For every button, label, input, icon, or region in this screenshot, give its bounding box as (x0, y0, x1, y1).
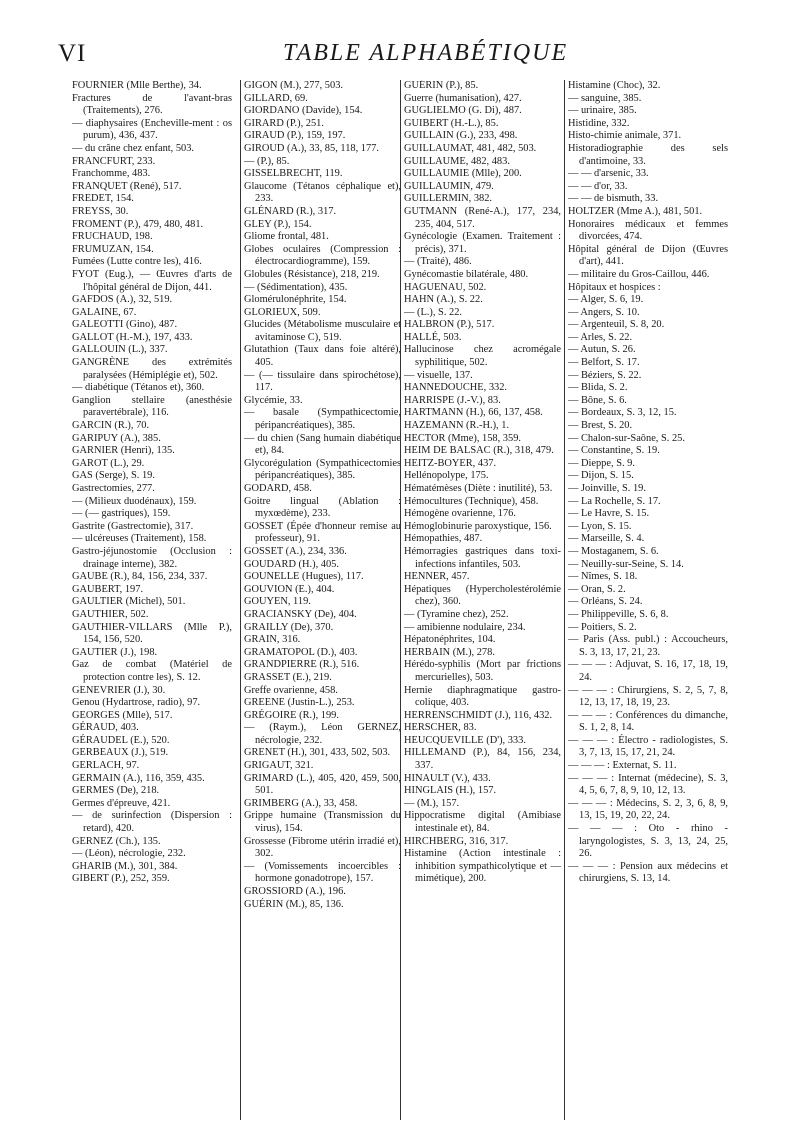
index-entry: — (Sédimentation), 435. (244, 281, 348, 293)
index-entry: — (P.), 85. (244, 155, 290, 167)
index-entry: — Poitiers, S. 2. (568, 621, 637, 633)
index-entry: — — — : Chirurgiens, S. 2, 5, 7, 8, 12, 13, 17, 18, 19, 23. (568, 684, 728, 709)
index-entry: Hippocratisme digital (Amibiase intestinale et), 84. (404, 810, 561, 835)
index-entry: GERMAIN (A.), 116, 359, 435. (72, 772, 205, 784)
index-entry: Hernie diaphragmatique gastro-colique, 403. (404, 684, 561, 709)
index-entry: Fractures de l'avant-bras (Traitements), 276. (72, 92, 232, 117)
index-entry: GERNEZ (Ch.), 135. (72, 835, 161, 847)
index-entry: HINGLAIS (H.), 157. (404, 785, 497, 797)
page-number: VI (58, 40, 87, 67)
index-entry: GRACIANSKY (De), 404. (244, 608, 357, 620)
index-entry: FRUMUZAN, 154. (72, 243, 154, 255)
index-entry: HAHN (A.), S. 22. (404, 294, 483, 306)
index-entry: HERBAIN (M.), 278. (404, 646, 495, 658)
index-entry: — Chalon-sur-Saône, S. 25. (568, 432, 685, 444)
index-entry: Histamine (Choc), 32. (568, 80, 661, 91)
index-entry: Historadiographie des sels d'antimoine, 33. (568, 142, 728, 167)
index-entry: Gynécologie (Examen. Traitement : précis), 371. (404, 231, 561, 255)
index-entry: — (L.), S. 22. (404, 306, 463, 318)
index-entry: Hématémèses (Diète : inutilité), 53. (404, 483, 553, 494)
index-entry: — de surinfection (Dispersion : retard), 420. (72, 810, 232, 835)
index-entry: HENNER, 457. (404, 571, 470, 583)
index-entry: GAROT (L.), 29. (72, 457, 145, 469)
index-entry: GERMES (De), 218. (72, 785, 160, 797)
index-entry: Hémorragies gastriques dans toxi-infections infantiles, 503. (404, 545, 561, 570)
index-entry: HARTMANN (H.), 66, 137, 458. (404, 407, 543, 419)
index-entry: GUILLERMIN, 382. (404, 193, 493, 205)
index-entry: GUILLAUMIN, 479. (404, 180, 494, 192)
index-entry: GRAILLY (De), 370. (244, 621, 334, 633)
index-entry: — basale (Sympathicectomie, péripancréatiques), 385. (244, 407, 401, 432)
index-entry: GUGLIELMO (G. Di), 487. (404, 105, 522, 117)
index-entry: GUILLAUMIE (Mlle), 200. (404, 168, 522, 180)
index-entry: FREYSS, 30. (72, 205, 129, 217)
index-entry: — Alger, S. 6, 19. (568, 294, 644, 306)
index-entry: HEITZ-BOYER, 437. (404, 457, 497, 469)
index-entry: Hôpital général de Dijon (Œuvres d'art), 441. (568, 243, 728, 268)
index-entry: Glaucome (Tétanos céphalique et), 233. (244, 180, 401, 205)
index-entry: — Mostaganem, S. 6. (568, 545, 659, 557)
index-entry: — Marseille, S. 4. (568, 533, 645, 545)
index-entry: GOUYEN, 119. (244, 596, 311, 608)
index-entry: Grossesse (Fibrome utérin irradié et), 302. (244, 835, 401, 860)
index-entry: FOURNIER (Mlle Berthe), 34. (72, 80, 202, 91)
index-entry: Glutathion (Taux dans foie altéré), 405. (244, 344, 401, 369)
index-entry: Glucides (Métabolisme musculaire et avitaminose C), 519. (244, 319, 401, 343)
index-entry: Hémoglobinurie paroxystique, 156. (404, 520, 552, 532)
index-entry: GAUTIER (J.), 198. (72, 646, 158, 658)
index-entry: GIRAUD (P.), 159, 197. (244, 130, 346, 142)
index-entry: — (M.), 157. (404, 797, 460, 809)
index-entry: Gastro-jéjunostomie (Occlusion : drainage interne), 382. (72, 545, 232, 570)
index-entry: Grippe humaine (Transmission du virus), 154. (244, 810, 401, 835)
index-entry: GALAINE, 67. (72, 306, 137, 318)
index-entry: — Autun, S. 26. (568, 344, 636, 356)
index-entry: HOLTZER (Mme A.), 481, 501. (568, 205, 703, 217)
index-entry: — — d'arsenic, 33. (568, 168, 649, 180)
index-entry: HIRCHBERG, 316, 317. (404, 835, 509, 847)
index-entry: — Angers, S. 10. (568, 306, 640, 318)
index-entry: — Philippeville, S. 6, 8. (568, 608, 669, 620)
index-entry: — sanguine, 385. (568, 92, 642, 104)
index-entry: — — — : Électro - radiologistes, S. 3, 7, 13, 15, 17, 21, 24. (568, 734, 728, 759)
index-entry: Franchomme, 483. (72, 168, 151, 180)
index-entry: GIROUD (A.), 33, 85, 118, 177. (244, 142, 379, 154)
index-entry: GERLACH, 97. (72, 760, 140, 772)
index-entry: FRUCHAUD, 198. (72, 231, 153, 243)
index-entry: — visuelle, 137. (404, 369, 473, 381)
index-entry: Globules (Résistance), 218, 219. (244, 268, 380, 280)
index-entry: — Belfort, S. 17. (568, 357, 640, 369)
index-entry: — du crâne chez enfant, 503. (72, 142, 195, 154)
index-entry: Hérédo-syphilis (Mort par frictions mercurielles), 503. (404, 659, 561, 683)
index-entry: GAULTIER (Michel), 501. (72, 596, 186, 608)
index-entry: — — — : Conférences du dimanche, S. 1, 2, 8, 14. (568, 709, 728, 734)
index-entry: GERBEAUX (J.), 519. (72, 747, 169, 759)
index-entry: GLEY (P.), 154. (244, 218, 312, 230)
index-entry: GHARIB (M.), 301, 384. (72, 860, 178, 872)
index-entry: — La Rochelle, S. 17. (568, 495, 661, 507)
index-entry: Hellénopolype, 175. (404, 470, 489, 482)
index-entry: — militaire du Gros-Caillou, 446. (568, 268, 710, 280)
index-entry: GENEVRIER (J.), 30. (72, 684, 166, 696)
index-entry: Gliome frontal, 481. (244, 231, 329, 243)
index-entry: — diaphysaires (Encheville-ment : os purum), 436, 437. (72, 117, 232, 142)
index-entry: GRANDPIERRE (R.), 516. (244, 659, 360, 671)
index-entry: Gastrite (Gastrectomie), 317. (72, 520, 194, 532)
index-entry: FROMENT (P.), 479, 480, 481. (72, 218, 204, 230)
index-entry: GRIMBERG (A.), 33, 458. (244, 797, 358, 809)
index-entry: — urinaire, 385. (568, 105, 637, 117)
index-entry: GOSSET (Épée d'honneur remise au professeur), 91. (244, 520, 401, 545)
index-entry: Hépatonéphrites, 104. (404, 634, 496, 646)
index-entry: GRAMATOPOL (D.), 403. (244, 646, 358, 658)
index-entry: — Joinville, S. 19. (568, 483, 646, 494)
index-entry: GROSSIORD (A.), 196. (244, 886, 346, 897)
index-entry: GARCIN (R.), 70. (72, 420, 150, 432)
index-entry: GOUDARD (H.), 405. (244, 558, 339, 570)
index-entry: Hémogène ovarienne, 176. (404, 508, 516, 520)
index-entry: — Brest, S. 20. (568, 420, 633, 432)
page-header (58, 40, 758, 74)
index-entry: — (Tyramine chez), 252. (404, 608, 509, 620)
index-column-2 (240, 80, 401, 1120)
index-entry: — Bône, S. 6. (568, 394, 627, 406)
index-entry: HERSCHER, 83. (404, 722, 477, 734)
index-entry: GOSSET (A.), 234, 336. (244, 545, 347, 557)
index-entry: GAUBERT, 197. (72, 583, 144, 595)
index-entry: GUIBERT (H.-L.), 85. (404, 117, 499, 129)
index-entry: Globes oculaires (Compression : électrocardiogramme), 159. (244, 243, 401, 268)
index-entry: GAS (Serge), S. 19. (72, 470, 155, 482)
index-entry: GAUTHIER, 502. (72, 608, 149, 620)
index-entry: GUTMANN (René-A.), 177, 234, 235, 404, 517. (404, 205, 561, 230)
index-entry: — du chien (Sang humain diabétique et), 84. (244, 432, 401, 457)
index-column-1 (72, 80, 232, 1120)
index-entry: — Paris (Ass. publ.) : Accoucheurs, S. 3, 13, 17, 21, 23. (568, 634, 728, 658)
index-entry: HANNEDOUCHE, 332. (404, 382, 508, 394)
index-entry: Fumées (Lutte contre les), 416. (72, 256, 202, 268)
index-entry: GISSELBRECHT, 119. (244, 168, 343, 180)
index-entry: Goitre lingual (Ablation : myxœdème), 233. (244, 495, 401, 520)
index-entry: — amibienne nodulaire, 234. (404, 621, 526, 633)
index-entry: — Dieppe, S. 9. (568, 457, 635, 469)
index-entry: GLÉNARD (R.), 317. (244, 205, 337, 217)
index-entry: Greffe ovarienne, 458. (244, 684, 338, 696)
index-entry: Histamine (Action intestinale : inhibition sympathicolytique et — mimétique), 200. (404, 848, 561, 885)
index-entry: GUÉRIN (P.), 85. (404, 80, 479, 91)
index-entry: Genou (Hydartrose, radio), 97. (72, 697, 201, 709)
index-entry: GANGRÈNE des extrémités paralysées (Hémiplégie et), 502. (72, 357, 232, 381)
index-entry: — — — : Médecins, S. 2, 3, 6, 8, 9, 13, 15, 19, 20, 22, 24. (568, 797, 728, 822)
index-entry: Guerre (humanisation), 427. (404, 92, 522, 104)
index-entry: — Argenteuil, S. 8, 20. (568, 319, 665, 331)
index-entry: — Dijon, S. 15. (568, 470, 634, 482)
index-entry: GÉRAUDEL (E.), 520. (72, 734, 170, 746)
index-entry: GRAIN, 316. (244, 634, 301, 646)
index-entry: FYOT (Eug.), — Œuvres d'arts de l'hôpital général de Dijon, 441. (72, 268, 232, 293)
index-entry: GIGON (M.), 277, 503. (244, 80, 343, 91)
index-entry: — — de bismuth, 33. (568, 193, 659, 205)
index-entry: — Constantine, S. 19. (568, 445, 660, 457)
index-entry: GEORGES (Mlle), 517. (72, 709, 173, 721)
index-entry: GOUNELLE (Hugues), 117. (244, 571, 364, 583)
index-column-4 (564, 80, 728, 1120)
index-entry: HARRISPE (J.-V.), 83. (404, 394, 501, 406)
index-entry: GODARD, 458. (244, 483, 312, 494)
index-entry: GRIMARD (L.), 405, 420, 459, 500, 501. (244, 772, 401, 797)
index-entry: — Blida, S. 2. (568, 382, 628, 394)
index-entry: Gastrectomies, 277. (72, 483, 155, 494)
index-entry: GUILLAUME, 482, 483. (404, 155, 510, 167)
index-entry: — (— tissulaire dans spirochétose), 117. (244, 369, 401, 394)
index-entry: HERRENSCHMIDT (J.), 116, 432. (404, 709, 553, 721)
index-entry: — (Léon), nécrologie, 232. (72, 848, 186, 860)
index-entry: GAUBE (R.), 84, 156, 234, 337. (72, 571, 208, 583)
index-columns (72, 80, 762, 1120)
index-entry: GILLARD, 69. (244, 92, 308, 104)
index-entry: HEIM DE BALSAC (R.), 318, 479. (404, 445, 554, 457)
index-entry: — (Vomissements incoercibles : hormone gonadotrope), 157. (244, 860, 401, 885)
index-entry: — — — : Internat (médecine), S. 3, 4, 5, 6, 7, 8, 9, 10, 12, 13. (568, 772, 728, 797)
index-entry: HECTOR (Mme), 158, 359. (404, 432, 521, 444)
index-entry: GRÉGOIRE (R.), 199. (244, 709, 339, 721)
index-entry: GIBERT (P.), 252, 359. (72, 873, 170, 885)
index-entry: Hôpitaux et hospices : (568, 281, 661, 293)
index-entry: Glomérulonéphrite, 154. (244, 294, 347, 306)
index-entry: GRASSET (E.), 219. (244, 671, 332, 683)
index-entry: FRANQUET (René), 517. (72, 180, 182, 192)
index-entry: — Lyon, S. 15. (568, 520, 632, 532)
index-entry: FREDET, 154. (72, 193, 134, 205)
index-entry: Glycorégulation (Sympathicectomies péripancréatiques), 385. (244, 457, 401, 482)
index-entry: Gynécomastie bilatérale, 480. (404, 268, 529, 280)
index-entry: Hémocultures (Technique), 458. (404, 495, 539, 507)
index-entry: GARIPUY (A.), 385. (72, 432, 161, 444)
index-entry: GÉRAUD, 403. (72, 722, 139, 734)
index-entry: Germes d'épreuve, 421. (72, 797, 171, 809)
index-entry: HALLÉ, 503. (404, 331, 462, 343)
index-entry: GIRARD (P.), 251. (244, 117, 324, 129)
index-entry: — (Traité), 486. (404, 256, 472, 268)
index-entry: Ganglion stellaire (anesthésie paravertébrale), 116. (72, 394, 232, 419)
index-entry: Glycémie, 33. (244, 394, 303, 406)
index-entry: — Le Havre, S. 15. (568, 508, 650, 520)
page-title: TABLE ALPHABÉTIQUE (283, 40, 569, 66)
index-entry: Hallucinose chez acromégale syphilitique, 502. (404, 344, 561, 369)
index-entry: GRIGAUT, 321. (244, 760, 314, 772)
index-entry: HINAULT (V.), 433. (404, 772, 491, 784)
index-entry: FRANCFURT, 233. (72, 155, 156, 167)
index-entry: GREENE (Justin-L.), 253. (244, 697, 355, 709)
index-entry: GUILLAUMAT, 481, 482, 503. (404, 142, 537, 154)
index-entry: HEUCQUEVILLE (D'), 333. (404, 734, 526, 746)
index-entry: — — — : Adjuvat, S. 16, 17, 18, 19, 24. (568, 659, 728, 683)
index-entry: — diabétique (Tétanos et), 360. (72, 382, 205, 394)
index-entry: HAZEMANN (R.-H.), 1. (404, 420, 510, 432)
index-entry: GALLOUIN (L.), 337. (72, 344, 168, 356)
index-column-3 (400, 80, 561, 1120)
index-entry: — Neuilly-sur-Seine, S. 14. (568, 558, 684, 570)
index-entry: GAFDOS (A.), 32, 519. (72, 294, 173, 306)
index-entry: — Nîmes, S. 18. (568, 571, 638, 583)
index-entry: GUÉRIN (M.), 85, 136. (244, 898, 344, 910)
index-entry: — (Raym.), Léon GERNEZ, nécrologie, 232. (244, 722, 401, 746)
index-entry: — Béziers, S. 22. (568, 369, 642, 381)
index-entry: HALBRON (P.), 517. (404, 319, 495, 331)
index-entry: GOUVION (E.), 404. (244, 583, 335, 595)
index-entry: GIORDANO (Davide), 154. (244, 105, 363, 117)
index-entry: — Bordeaux, S. 3, 12, 15. (568, 407, 677, 419)
index-entry: GALEOTTI (Gino), 487. (72, 319, 178, 331)
index-entry: — — d'or, 33. (568, 180, 628, 192)
index-entry: HAGUENAU, 502. (404, 281, 487, 293)
index-entry: — Orléans, S. 24. (568, 596, 643, 608)
index-entry: — (Milieux duodénaux), 159. (72, 495, 197, 507)
index-entry: — Arles, S. 22. (568, 331, 633, 343)
index-entry: Hépatiques (Hypercholestérolémie chez), 360. (404, 583, 561, 608)
index-entry: — (— gastriques), 159. (72, 508, 171, 520)
index-entry: — Oran, S. 2. (568, 583, 626, 595)
index-entry: GAUTHIER-VILLARS (Mlle P.), 154, 156, 520. (72, 621, 232, 646)
index-entry: — — — : Externat, S. 11. (568, 760, 677, 772)
index-entry: GALLOT (H.-M.), 197, 433. (72, 331, 193, 343)
index-entry: Hémopathies, 487. (404, 533, 483, 545)
index-entry: Histidine, 332. (568, 117, 630, 129)
index-entry: — ulcéreuses (Traitement), 158. (72, 533, 207, 545)
index-entry: GLORIEUX, 509. (244, 306, 321, 318)
index-entry: Histo-chimie animale, 371. (568, 130, 682, 142)
index-entry: GARNIER (Henri), 135. (72, 445, 175, 457)
index-entry: Gaz de combat (Matériel de protection contre les), S. 12. (72, 659, 232, 683)
index-entry: Honoraires médicaux et femmes divorcées, 474. (568, 218, 728, 243)
index-entry: — — — : Pension aux médecins et chirurgiens, S. 13, 14. (568, 860, 728, 885)
index-entry: — — — : Oto - rhino - laryngologistes, S. 3, 13, 24, 25, 26. (568, 823, 728, 860)
index-entry: HILLEMAND (P.), 84, 156, 234, 337. (404, 747, 561, 772)
index-entry: GUILLAIN (G.), 233, 498. (404, 130, 518, 142)
index-entry: GRENET (H.), 301, 433, 502, 503. (244, 747, 391, 759)
